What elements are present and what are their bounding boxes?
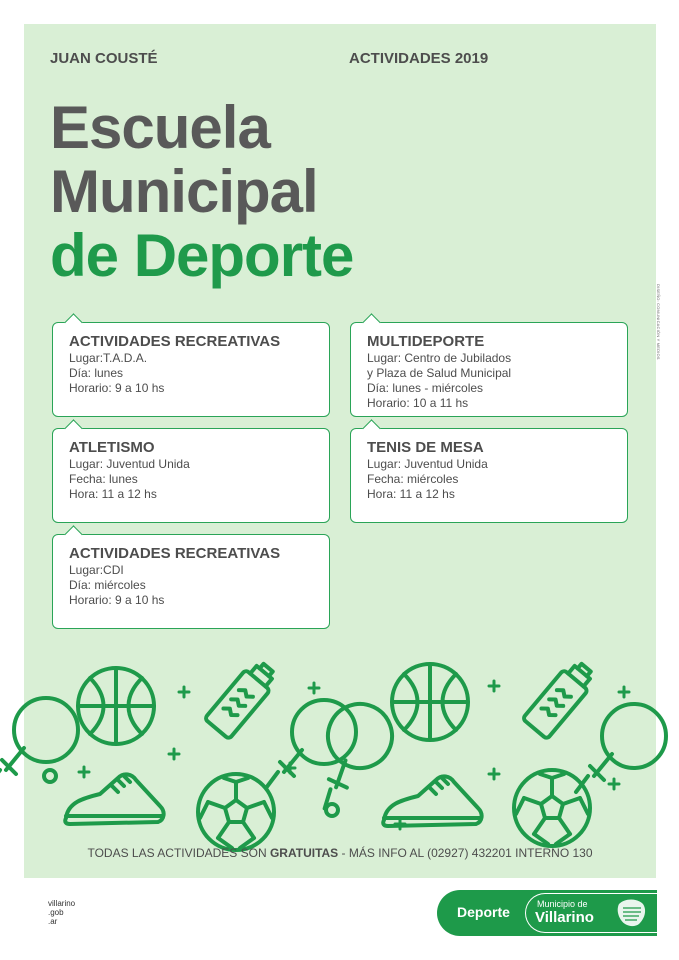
card-line: Lugar: Juventud Unida <box>69 457 190 471</box>
ping-pong-paddle-icon <box>576 704 666 792</box>
activity-card <box>52 428 330 523</box>
basketball-icon <box>78 668 154 744</box>
sparkle-icon <box>489 769 499 779</box>
card-title: MULTIDEPORTE <box>367 333 485 350</box>
activity-card <box>350 322 628 417</box>
card-pointer <box>64 525 82 543</box>
website-line: .gob <box>48 908 64 917</box>
ping-pong-paddle-icon <box>0 698 78 786</box>
card-line: Día: miércoles <box>69 578 146 592</box>
soccer-ball-icon <box>198 774 274 850</box>
card-line: Lugar:T.A.D.A. <box>69 351 148 365</box>
website-line: .ar <box>48 917 58 926</box>
ping-pong-ball-icon <box>44 770 56 782</box>
card-pointer <box>362 419 380 437</box>
poster-title <box>50 96 353 288</box>
card-line: Horario: 9 a 10 hs <box>69 593 165 607</box>
footer-bold: GRATUITAS <box>269 846 339 860</box>
card-line: Hora: 11 a 12 hs <box>69 487 157 501</box>
card-line: Lugar: Juventud Unida <box>367 457 488 471</box>
sparkle-icon <box>619 687 629 697</box>
card-title: ATLETISMO <box>69 439 155 456</box>
villarino-map-icon <box>615 896 649 930</box>
soccer-ball-icon <box>514 770 590 846</box>
website-label[interactable] <box>48 899 75 926</box>
water-bottle-icon <box>204 657 280 739</box>
activity-card <box>52 534 330 629</box>
location-label: JUAN COUSTÉ <box>50 50 158 67</box>
website-line: villarino <box>48 899 76 908</box>
activity-card <box>350 428 628 523</box>
card-line: Día: lunes - miércoles <box>367 381 484 395</box>
card-pointer <box>64 419 82 437</box>
card-line: Horario: 9 a 10 hs <box>69 381 165 395</box>
activity-card <box>52 322 330 417</box>
poster <box>24 24 661 878</box>
water-bottle-icon <box>522 657 598 739</box>
card-line: Fecha: miércoles <box>367 472 459 486</box>
card-title: TENIS DE MESA <box>367 439 484 456</box>
sports-illustration <box>24 644 656 844</box>
title-line-2: Municipal <box>50 158 318 225</box>
sparkle-icon <box>169 749 179 759</box>
footer-text-1: TODAS LAS ACTIVIDADES SON <box>87 846 270 860</box>
sneaker-icon <box>65 774 163 824</box>
card-line: Fecha: lunes <box>69 472 138 486</box>
card-title: ACTIVIDADES RECREATIVAS <box>69 333 281 350</box>
title-line-3: de Deporte <box>50 222 354 289</box>
year-label: ACTIVIDADES 2019 <box>349 50 489 67</box>
badge-municipio-label: Municipio de <box>537 899 588 909</box>
sparkle-icon <box>609 779 619 789</box>
card-line: Lugar: Centro de Jubilados <box>367 351 512 365</box>
municipio-badge <box>437 890 657 936</box>
badge-villarino-label: Villarino <box>535 909 594 926</box>
card-line: Horario: 10 a 11 hs <box>367 396 469 410</box>
card-pointer <box>362 313 380 331</box>
badge-deporte-label: Deporte <box>457 904 510 920</box>
card-line: Día: lunes <box>69 366 124 380</box>
footer-text-2: - MÁS INFO AL (02927) 432201 INTERNO 130 <box>338 846 593 860</box>
footer-info <box>24 846 656 860</box>
sparkle-icon <box>489 681 499 691</box>
basketball-icon <box>392 664 468 740</box>
card-line: y Plaza de Salud Municipal <box>367 366 512 380</box>
card-line: Hora: 11 a 12 hs <box>367 487 455 501</box>
card-pointer <box>64 313 82 331</box>
sparkle-icon <box>309 683 319 693</box>
card-line: Lugar:CDI <box>69 563 124 577</box>
ping-pong-ball-icon <box>326 804 338 816</box>
title-line-1: Escuela <box>50 94 270 161</box>
sneaker-icon <box>383 776 481 826</box>
design-credit: DISEÑO: COMUNICACIÓN Y MEDIOS <box>656 284 661 360</box>
card-title: ACTIVIDADES RECREATIVAS <box>69 545 281 562</box>
sparkle-icon <box>79 767 89 777</box>
sparkle-icon <box>179 687 189 697</box>
